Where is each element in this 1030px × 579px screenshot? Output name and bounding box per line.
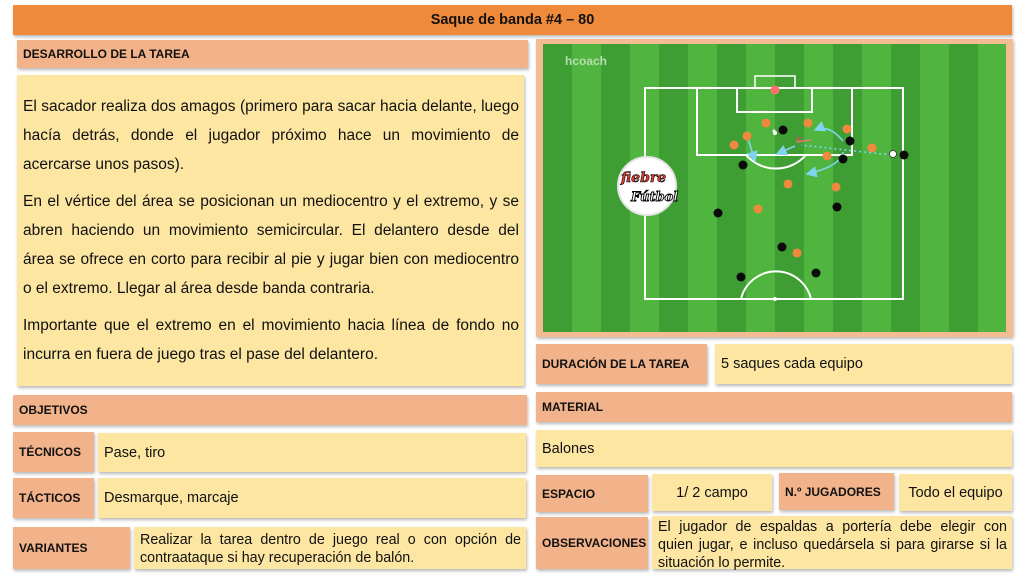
material-header: MATERIAL [536, 392, 1012, 422]
player-black [812, 269, 821, 278]
observaciones-value: El jugador de espaldas a portería debe elegir con quien jugar, e incluso quedársela si para girarse si la situación lo permite. [652, 516, 1012, 569]
player-black [900, 151, 909, 160]
player-black [839, 155, 848, 164]
tecnicos-label: TÉCNICOS [13, 432, 94, 472]
hcoach-brand: hcoach [565, 54, 608, 68]
player-orange [804, 119, 813, 128]
duracion-label: DURACIÓN DE LA TAREA [536, 344, 707, 384]
player-orange [832, 183, 841, 192]
player-black [778, 243, 787, 252]
player-black [779, 126, 788, 135]
objetivos-header: OBJETIVOS [13, 395, 527, 425]
player-orange [823, 152, 832, 161]
player-orange [784, 180, 793, 189]
observaciones-label: OBSERVACIONES [536, 517, 648, 569]
description-paragraph-3: Importante que el extremo en el movimiento hacia línea de fondo no incurra en fuera de juego tras el pase del delantero. [23, 317, 519, 363]
cone-icon [773, 130, 776, 133]
player-orange [793, 249, 802, 258]
player-black [833, 203, 842, 212]
desarrollo-header: DESARROLLO DE LA TAREA [17, 40, 528, 68]
player-black [846, 137, 855, 146]
desarrollo-description [17, 75, 524, 386]
player-black [737, 273, 746, 282]
player-black [739, 161, 748, 170]
player-orange [762, 119, 771, 128]
jugadores-value: Todo el equipo [899, 474, 1012, 511]
player-black [714, 209, 723, 218]
description-paragraph-2: En el vértice del área se posicionan un mediocentro y el extremo, y se abren haciendo un movimiento semicircular. El delantero desde del área se ofrece en corto para recibir al pie y jugar bien con mediocentro o el extremo. Llegar al área desde banda contraria. [23, 193, 519, 297]
material-value: Balones [536, 430, 1012, 467]
espacio-label: ESPACIO [536, 475, 648, 512]
goalkeeper [771, 86, 780, 95]
tactical-diagram [536, 39, 1013, 337]
tacticos-label: TÁCTICOS [13, 478, 94, 518]
tacticos-value: Desmarque, marcaje [98, 478, 526, 518]
tecnicos-value: Pase, tiro [98, 433, 526, 472]
variantes-value: Realizar la tarea dentro de juego real o con opción de contraataque si hay recuperación de balón. [134, 527, 526, 569]
svg-text:Fútbol: Fútbol [631, 190, 679, 205]
description-paragraph-1: El sacador realiza dos amagos (primero para sacar hacia delante, luego hacía detrás, donde el jugador próximo hace un movimiento de acercarse unos pasos). [23, 98, 519, 173]
espacio-value: 1/ 2 campo [652, 474, 772, 511]
duracion-value: 5 saques cada equipo [715, 344, 1012, 384]
player-orange [730, 141, 739, 150]
jugadores-label: N.º JUGADORES [779, 473, 894, 510]
player-orange [843, 125, 852, 134]
player-orange [754, 205, 763, 214]
player-orange [868, 144, 877, 153]
marker-x: ✕ [795, 134, 803, 144]
center-spot [773, 297, 777, 301]
ball-icon [890, 151, 897, 158]
player-orange [743, 132, 752, 141]
svg-text:fiebre: fiebre [621, 170, 667, 186]
variantes-label: VARIANTES [13, 527, 130, 569]
football-pitch [543, 44, 1006, 332]
page-title: Saque de banda #4 – 80 [13, 5, 1012, 35]
